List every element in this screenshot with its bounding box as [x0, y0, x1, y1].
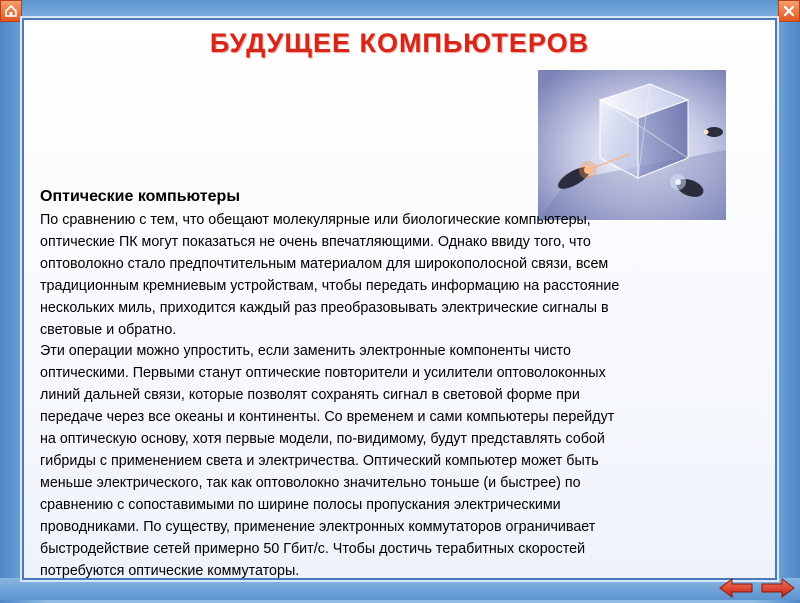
body-line: оптические ПК могут показаться не очень впечатляющими. Однако ввиду того, что — [40, 233, 591, 250]
body-line: нескольких миль, приходится каждый раз преобразовывать электрические сигналы в — [40, 299, 609, 316]
body-line: сравнению с сопоставимыми по ширине полосы пропускания электрическими — [40, 496, 561, 513]
body-line: По сравнению с тем, что обещают молекулярные или биологические компьютеры, — [40, 212, 591, 228]
body-line: передаче через все океаны и континенты. Со временем и сами компьютеры перейдут — [40, 409, 615, 426]
body-line: линий дальней связи, которые позволят сохранять сигнал в световой форме при — [40, 387, 580, 404]
home-button[interactable] — [0, 0, 22, 22]
body-line: оптоволокно стало предпочтительным материалом для широкополосной связи, всем — [40, 255, 609, 272]
glass-cube-illustration — [538, 70, 726, 220]
section-subtitle: Оптические компьютеры — [40, 188, 240, 205]
arrow-left-icon — [718, 578, 754, 598]
next-slide-button[interactable] — [760, 578, 796, 598]
body-line: гибриды с применением света и электричества. Оптический компьютер может быть — [40, 452, 599, 469]
body-line: быстродействие сетей примерно 50 Гбит/с. Чтобы достичь терабитных скоростей — [40, 540, 586, 557]
body-line: оптическими. Первыми станут оптические повторители и усилители оптоволоконных — [40, 365, 606, 382]
close-button[interactable] — [778, 0, 800, 22]
optical-cube-image — [538, 70, 726, 220]
slide-title: БУДУЩЕЕ КОМПЬЮТЕРОВ — [209, 28, 590, 58]
body-line: традиционным кремниевым устройствам, чтобы передать информацию на расстояние — [40, 277, 620, 294]
body-line: проводниками. По существу, применение электронных коммутаторов ограничивает — [40, 518, 596, 535]
body-line: потребуются оптические коммутаторы. — [40, 562, 300, 579]
body-line: на оптическую основу, хотя первые модели, по-видимому, будут представлять собой — [40, 431, 605, 448]
arrow-right-icon — [760, 578, 796, 598]
body-text — [40, 210, 768, 582]
body-line: меньше электрического, так как оптоволокно значительно тоньше (и быстрее) по — [40, 474, 581, 491]
previous-slide-button[interactable] — [718, 578, 754, 598]
close-icon — [782, 4, 796, 18]
body-line: световые и обратно. — [40, 321, 177, 338]
body-line: Эти операции можно упростить, если заменить электронные компоненты чисто — [40, 343, 571, 360]
home-icon — [4, 4, 18, 18]
slide-panel — [22, 18, 777, 580]
